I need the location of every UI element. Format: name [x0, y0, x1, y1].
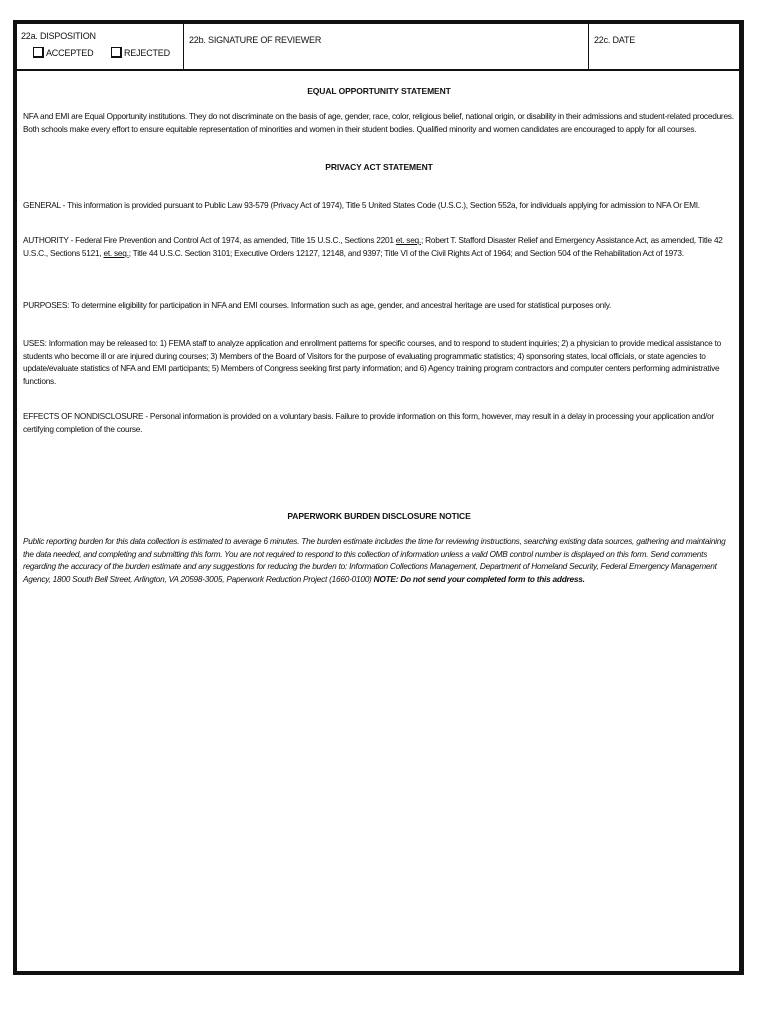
authority-part-2: ; Robert T. Stafford Disaster Relief and Emergency Assistance Act, as amended, Title 42 U.S.C., Sections 5121,: [23, 235, 723, 258]
privacy-purposes-text: PURPOSES: To determine eligibility for participation in NFA and EMI courses. Information such as age, gender, and ancestral heritage are used for statistical purposes only.: [23, 300, 612, 310]
paperwork-text: [23, 535, 735, 585]
disposition-label: 22a. DISPOSITION: [21, 31, 96, 41]
paperwork-body: Public reporting burden for this data collection is estimated to average 6 minutes. The burden estimate includes the time for reviewing instructions, searching existing data sources, gathering and maintaining the data needed, and completing and submitting this form. You are not required to respond to this collection of information unless a valid OMB control number is displayed on this form. Send comments regarding the accuracy of the burden estimate and any suggestions for reducing the burden to: Information Collections Management, Department of Homeland Security, Federal Emergency Management Agency, 1800 South Bell Street, Arlington, VA 20598-3005, Paperwork Reduction Project (1660-0100): [23, 536, 726, 584]
accepted-checkbox[interactable]: [33, 47, 44, 58]
form-page: [13, 20, 744, 975]
paperwork-note: NOTE: Do not send your completed form to this address.: [373, 573, 585, 584]
authority-etseq-1: et. seq.: [395, 235, 421, 245]
signature-label: 22b. SIGNATURE OF REVIEWER: [189, 35, 322, 45]
privacy-general-text: GENERAL - This information is provided pursuant to Public Law 93-579 (Privacy Act of 1974), Title 5 United States Code (U.S.C.), Section 552a, for individuals applying for admission to NFA Or EMI.: [23, 200, 700, 210]
equal-opportunity-heading: EQUAL OPPORTUNITY STATEMENT: [307, 86, 451, 96]
authority-etseq-2: et. seq.: [103, 247, 129, 258]
date-label: 22c. DATE: [594, 35, 636, 45]
date-cell[interactable]: [589, 24, 739, 69]
privacy-uses-text: USES: Information may be released to: 1) FEMA staff to analyze application and enrollment patterns for specific courses, and to respond to student inquiries; 2) a physician to provide medical assistance to students who become ill or are injured during courses; 3) Members of the Board of Visitors for the purpose of evaluating programmatic statistics; 4) sponsoring states, local officials, or state agencies to update/evaluate statistics of NFA and EMI participants; 5) Members of Congress seeking first party information; and 6) Agency training program contractors and computer centers performing administrative functions.: [23, 338, 722, 386]
equal-opportunity-text: NFA and EMI are Equal Opportunity institutions. They do not discriminate on the basis of age, gender, race, color, religious belief, national origin, or disability in their admissions and student-related procedures. Both schools make every effort to ensure equitable representation of minorities and women in their student bodies. Qualified minority and women candidates are encouraged to apply for all courses.: [23, 111, 734, 134]
rejected-label: REJECTED: [124, 47, 170, 58]
reviewer-row: [17, 24, 739, 71]
paperwork-heading: PAPERWORK BURDEN DISCLOSURE NOTICE: [287, 511, 471, 521]
rejected-checkbox[interactable]: [111, 47, 122, 58]
authority-part-3: ; Title 44 U.S.C. Section 3101; Executive Orders 12127, 12148, and 9397; Title VI of the Civil Rights Act of 1964; and Section 504 of the Rehabilitation Act of 1973.: [128, 247, 684, 258]
signature-cell[interactable]: [184, 24, 589, 69]
authority-part-1: AUTHORITY - Federal Fire Prevention and Control Act of 1974, as amended, Title 15 U.S.C., Sections 2201: [23, 235, 396, 245]
privacy-authority-text: [23, 234, 735, 259]
rejected-option[interactable]: [111, 47, 170, 58]
privacy-effects-text: EFFECTS OF NONDISCLOSURE - Personal information is provided on a voluntary basis. Failure to provide information on this form, however, may result in a delay in processing your application and/or certifying completion of the course.: [23, 411, 714, 434]
privacy-act-heading: PRIVACY ACT STATEMENT: [325, 162, 433, 172]
accepted-label: ACCEPTED: [46, 47, 94, 58]
disposition-cell: [17, 24, 184, 69]
accepted-option[interactable]: [33, 47, 93, 58]
